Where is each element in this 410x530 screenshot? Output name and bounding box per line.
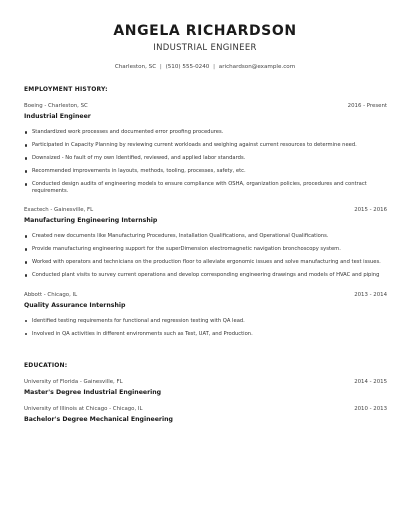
resume-body	[24, 86, 387, 424]
job-meta	[24, 206, 387, 214]
education-school: University of Florida - Gainesville, FL	[24, 379, 123, 386]
education-degree: Master's Degree Industrial Engineering	[24, 389, 162, 397]
education-school: University of Illinois at Chicago - Chicago, IL	[24, 406, 143, 413]
job-dates: 2016 - Present	[347, 103, 387, 109]
job-bullet: Conducted design audits of engineering models to ensure compliance with OSHA, organization policies, procedures and contract requirements.	[24, 181, 387, 194]
contact-line	[0, 63, 410, 71]
job-bullet: Recommended improvements in layouts, methods, tooling, processes, safety, etc.	[24, 168, 387, 175]
candidate-name: ANGELA RICHARDSON	[113, 23, 297, 39]
job-bullet: Involved in QA activities in different environments such as Test, UAT, and Production.	[24, 331, 387, 338]
education-entry	[24, 378, 387, 397]
contact-separator: |	[213, 64, 215, 70]
candidate-title: INDUSTRIAL ENGINEER	[153, 43, 257, 53]
contact-separator: |	[159, 64, 162, 70]
education-heading: EDUCATION:	[24, 362, 68, 370]
job-bullets	[24, 318, 387, 338]
education-meta	[24, 378, 387, 386]
contact-email: arichardson@example.com	[218, 64, 296, 70]
job-bullet: Conducted plant visits to survey current operations and develop corresponding engineering drawings and models of HVAC and piping	[24, 272, 387, 279]
job-bullet: Created new documents like Manufacturing Procedures, Installation Qualifications, and Operational Qualifications.	[24, 233, 387, 240]
employment-section	[24, 86, 387, 337]
job-employer: Exactech - Gainesville, FL	[24, 207, 94, 214]
education-entry	[24, 405, 387, 424]
job-bullet: Participated in Capacity Planning by reviewing current workloads and weighing against current resources to determine need.	[24, 142, 387, 149]
contact-location: Charleston, SC	[114, 64, 157, 70]
job-title: Industrial Engineer	[24, 113, 91, 120]
job-bullet: Worked with operators and technicians on the production floor to alleviate ergonomic issues and solve manufacturing and test issues.	[24, 259, 387, 266]
employment-heading: EMPLOYMENT HISTORY:	[24, 86, 108, 93]
job-bullet: Identified testing requirements for functional and regression testing with QA lead.	[24, 318, 387, 325]
job-entry	[24, 102, 387, 194]
education-degree: Bachelor's Degree Mechanical Engineering	[24, 416, 173, 424]
job-dates: 2013 - 2014	[354, 291, 387, 298]
education-section	[24, 362, 387, 424]
job-bullet: Provide manufacturing engineering support for the superDimension electromagnetic navigation bronchoscopy system.	[24, 246, 387, 253]
job-entry	[24, 206, 387, 279]
job-bullet: Standardized work processes and documented error proofing procedures.	[24, 129, 387, 136]
job-employer: Abbott - Chicago, IL	[24, 291, 78, 298]
resume-header	[0, 22, 410, 71]
job-title: Manufacturing Engineering Internship	[24, 217, 158, 225]
contact-phone: (510) 555-0240	[165, 64, 210, 70]
job-employer: Boeing - Charleston, SC	[24, 103, 88, 109]
job-bullets	[24, 129, 387, 194]
job-meta	[24, 291, 387, 299]
job-title: Quality Assurance Internship	[24, 301, 126, 309]
education-dates: 2010 - 2013	[354, 406, 387, 413]
job-bullet: Downsized - No fault of my own Identified, reviewed, and applied labor standards.	[24, 155, 387, 162]
education-meta	[24, 405, 387, 413]
job-entry	[24, 291, 387, 338]
job-dates: 2015 - 2016	[354, 207, 387, 214]
education-dates: 2014 - 2015	[354, 379, 387, 386]
job-meta	[24, 102, 387, 110]
job-bullets	[24, 233, 387, 279]
